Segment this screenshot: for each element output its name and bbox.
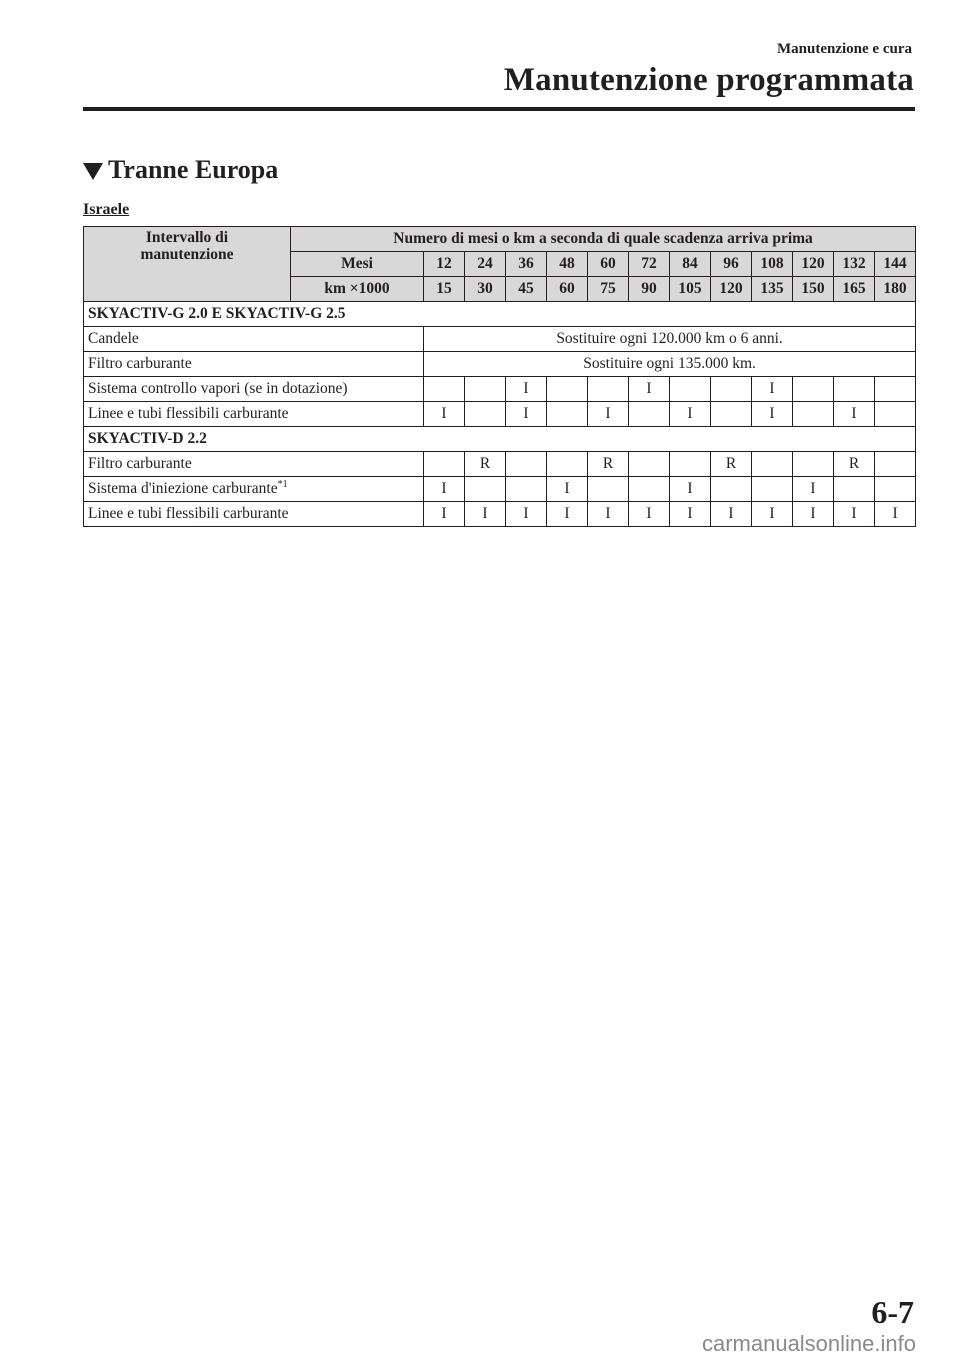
km-cell: 165 <box>834 277 875 302</box>
month-cell: 132 <box>834 252 875 277</box>
schedule-cell: I <box>424 502 465 527</box>
table-row <box>84 477 916 502</box>
schedule-cell: I <box>875 502 916 527</box>
item-label: Sistema d'iniezione carburante <box>88 480 278 497</box>
schedule-cell: I <box>670 402 711 427</box>
maintenance-schedule-table <box>83 226 916 527</box>
km-cell: 135 <box>752 277 793 302</box>
item-label: Candele <box>88 330 139 347</box>
km-cell: 75 <box>588 277 629 302</box>
region-label: Israele <box>83 201 130 218</box>
km-cell: 45 <box>506 277 547 302</box>
table-row <box>84 327 916 352</box>
schedule-cell: I <box>670 477 711 502</box>
top-header-cell: Numero di mesi o km a seconda di quale scadenza arriva prima <box>291 227 916 252</box>
schedule-cell <box>670 452 711 477</box>
engine-group-row <box>84 427 916 452</box>
table-row <box>84 502 916 527</box>
schedule-cell <box>875 402 916 427</box>
engine-group-label: SKYACTIV-D 2.2 <box>84 427 916 452</box>
footnote-marker: *1 <box>277 478 288 490</box>
schedule-cell <box>711 402 752 427</box>
interval-label-cell: Intervallo di manutenzione <box>84 227 291 302</box>
section-header: Manutenzione e cura <box>777 41 912 57</box>
item-cell <box>84 502 424 527</box>
item-cell <box>84 352 424 377</box>
schedule-cell: I <box>424 402 465 427</box>
km-cell: 105 <box>670 277 711 302</box>
schedule-cell: I <box>711 502 752 527</box>
km-cell: 90 <box>629 277 670 302</box>
item-cell <box>84 477 424 502</box>
month-cell: 12 <box>424 252 465 277</box>
schedule-cell: I <box>629 502 670 527</box>
month-cell: 48 <box>547 252 588 277</box>
engine-group-label: SKYACTIV-G 2.0 E SKYACTIV-G 2.5 <box>84 302 916 327</box>
schedule-cell: I <box>506 502 547 527</box>
schedule-cell <box>506 477 547 502</box>
month-cell: 24 <box>465 252 506 277</box>
schedule-cell <box>793 402 834 427</box>
table-row <box>84 352 916 377</box>
schedule-cell: R <box>588 452 629 477</box>
schedule-cell <box>711 477 752 502</box>
schedule-cell <box>465 402 506 427</box>
schedule-cell <box>670 377 711 402</box>
schedule-cell <box>424 452 465 477</box>
interval-text-cell: Sostituire ogni 135.000 km. <box>424 352 916 377</box>
schedule-cell: I <box>588 402 629 427</box>
schedule-cell: I <box>834 502 875 527</box>
month-cell: 108 <box>752 252 793 277</box>
schedule-cell: I <box>547 502 588 527</box>
schedule-cell <box>547 377 588 402</box>
schedule-cell <box>588 377 629 402</box>
table-row <box>84 377 916 402</box>
schedule-cell <box>875 477 916 502</box>
schedule-cell <box>629 402 670 427</box>
table-row <box>84 452 916 477</box>
km-cell: 120 <box>711 277 752 302</box>
schedule-cell <box>834 377 875 402</box>
month-cell: 60 <box>588 252 629 277</box>
months-label: Mesi <box>291 252 424 277</box>
section-title <box>83 155 278 185</box>
triangle-down-icon <box>83 163 103 180</box>
schedule-cell <box>588 477 629 502</box>
schedule-cell: I <box>424 477 465 502</box>
table-header-row <box>84 227 916 252</box>
page-title: Manutenzione programmata <box>503 62 914 98</box>
item-label: Linee e tubi flessibili carburante <box>88 405 289 422</box>
page-number: 6-7 <box>871 1294 914 1330</box>
item-label: Linee e tubi flessibili carburante <box>88 505 289 522</box>
month-cell: 120 <box>793 252 834 277</box>
schedule-cell: I <box>506 402 547 427</box>
schedule-cell <box>424 377 465 402</box>
schedule-cell <box>465 477 506 502</box>
schedule-cell <box>834 477 875 502</box>
schedule-cell <box>875 377 916 402</box>
month-cell: 72 <box>629 252 670 277</box>
schedule-cell: R <box>834 452 875 477</box>
schedule-cell: I <box>506 377 547 402</box>
schedule-cell: I <box>670 502 711 527</box>
schedule-cell: I <box>752 402 793 427</box>
item-label: Filtro carburante <box>88 355 192 372</box>
km-label: km ×1000 <box>291 277 424 302</box>
schedule-cell <box>629 452 670 477</box>
month-cell: 144 <box>875 252 916 277</box>
table-row <box>84 402 916 427</box>
schedule-cell <box>465 377 506 402</box>
schedule-cell: I <box>629 377 670 402</box>
km-cell: 150 <box>793 277 834 302</box>
schedule-cell: I <box>752 502 793 527</box>
item-label: Sistema controllo vapori (se in dotazione) <box>88 380 348 397</box>
schedule-cell: I <box>752 377 793 402</box>
km-cell: 180 <box>875 277 916 302</box>
schedule-cell: I <box>547 477 588 502</box>
interval-text-cell: Sostituire ogni 120.000 km o 6 anni. <box>424 327 916 352</box>
schedule-cell <box>793 452 834 477</box>
month-cell: 36 <box>506 252 547 277</box>
schedule-cell <box>547 402 588 427</box>
schedule-cell <box>547 452 588 477</box>
item-cell <box>84 377 424 402</box>
schedule-cell: I <box>588 502 629 527</box>
schedule-cell: I <box>793 477 834 502</box>
schedule-cell: I <box>834 402 875 427</box>
km-cell: 15 <box>424 277 465 302</box>
item-cell <box>84 402 424 427</box>
schedule-cell <box>752 452 793 477</box>
schedule-cell <box>875 452 916 477</box>
schedule-cell: R <box>465 452 506 477</box>
item-cell <box>84 327 424 352</box>
schedule-cell: R <box>711 452 752 477</box>
watermark[interactable]: carmanualsonline.info <box>701 1331 916 1356</box>
month-cell: 96 <box>711 252 752 277</box>
section-title-text: Tranne Europa <box>108 155 279 184</box>
schedule-cell <box>629 477 670 502</box>
month-cell: 84 <box>670 252 711 277</box>
item-label: Filtro carburante <box>88 455 192 472</box>
schedule-cell <box>793 377 834 402</box>
km-cell: 60 <box>547 277 588 302</box>
header-rule <box>83 107 915 111</box>
schedule-cell <box>506 452 547 477</box>
km-cell: 30 <box>465 277 506 302</box>
schedule-cell <box>752 477 793 502</box>
schedule-cell: I <box>465 502 506 527</box>
engine-group-row <box>84 302 916 327</box>
schedule-cell <box>711 377 752 402</box>
item-cell <box>84 452 424 477</box>
schedule-cell: I <box>793 502 834 527</box>
